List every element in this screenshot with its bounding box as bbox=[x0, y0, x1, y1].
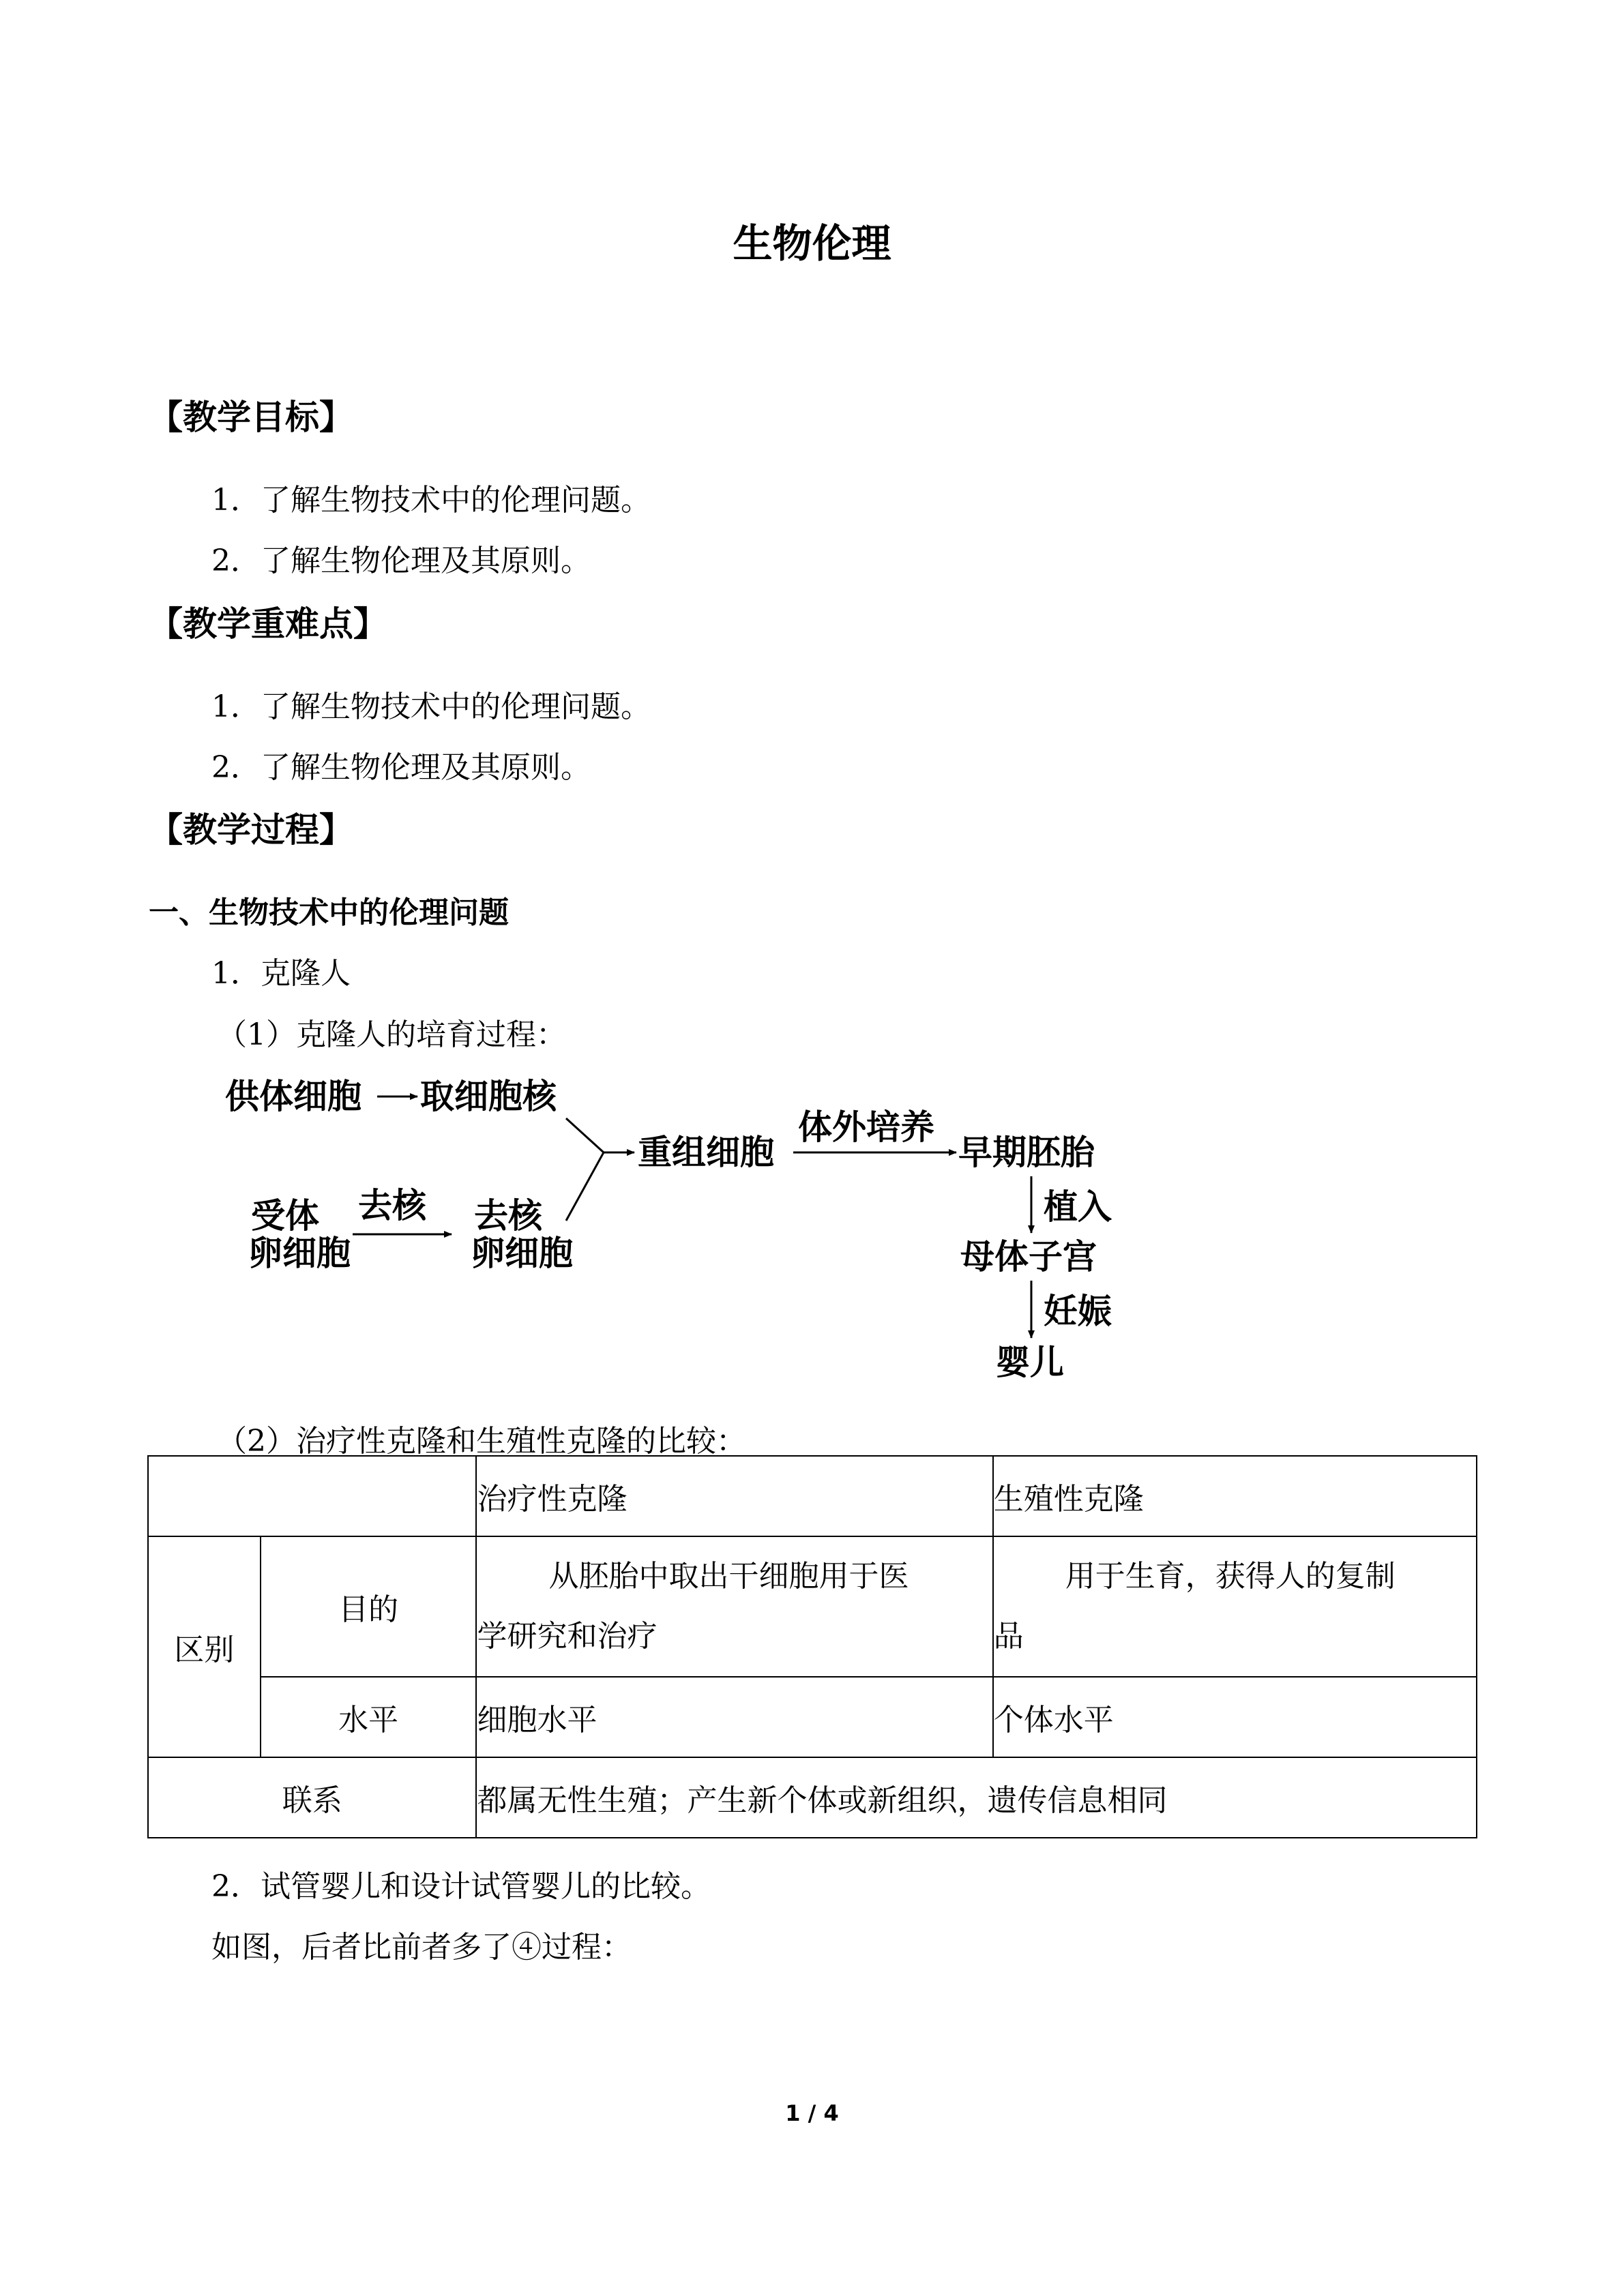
row-label-level: 水平 bbox=[261, 1677, 477, 1757]
part-heading-1: 一、生物技术中的伦理问题 bbox=[149, 895, 509, 930]
uterus-label: 母体子宫 bbox=[960, 1237, 1097, 1277]
purpose-therapeutic-cell bbox=[476, 1536, 992, 1677]
key-item-1: 1．了解生物技术中的伦理问题。 bbox=[211, 689, 651, 724]
goal-item-2: 2．了解生物伦理及其原则。 bbox=[211, 543, 591, 578]
row-label-relation: 联系 bbox=[148, 1757, 476, 1838]
purpose-reproductive-cell bbox=[993, 1536, 1477, 1677]
take-nucleus-label: 取细胞核 bbox=[420, 1077, 557, 1116]
ivf-description: 如图，后者比前者多了④过程： bbox=[211, 1930, 632, 1965]
recipient-label-1: 受体 bbox=[251, 1196, 319, 1236]
item-ivf-comparison: 2．试管婴儿和设计试管婴儿的比较。 bbox=[211, 1869, 711, 1904]
enucleated-label-1: 去核 bbox=[474, 1196, 542, 1236]
pregnancy-step-label: 妊娠 bbox=[1044, 1292, 1112, 1331]
donor-cell-label: 供体细胞 bbox=[225, 1077, 361, 1116]
recipient-label-2: 卵细胞 bbox=[248, 1234, 351, 1273]
merge-bracket bbox=[566, 1118, 604, 1221]
section-key-points: 【教学重难点】 bbox=[149, 603, 387, 644]
purpose-reproductive-line-2: 品 bbox=[993, 1619, 1024, 1654]
item-cloning-process: （1）克隆人的培育过程： bbox=[217, 1017, 566, 1052]
purpose-reproductive-line-1: 用于生育，获得人的复制 bbox=[1065, 1559, 1396, 1594]
table-row bbox=[148, 1757, 1477, 1838]
item-cloning-human: 1．克隆人 bbox=[211, 956, 351, 991]
culture-step-label: 体外培养 bbox=[798, 1107, 934, 1147]
enucleated-label-2: 卵细胞 bbox=[471, 1234, 573, 1273]
row-label-difference: 区别 bbox=[148, 1536, 261, 1757]
goal-item-1: 1．了解生物技术中的伦理问题。 bbox=[211, 483, 651, 518]
purpose-therapeutic-line-1: 从胚胎中取出干细胞用于医 bbox=[548, 1559, 909, 1594]
table-row bbox=[148, 1456, 1477, 1536]
purpose-therapeutic-line-2: 学研究和治疗 bbox=[477, 1619, 658, 1654]
item-cloning-comparison: （2）治疗性克隆和生殖性克隆的比较： bbox=[217, 1424, 746, 1459]
key-item-2: 2．了解生物伦理及其原则。 bbox=[211, 750, 591, 785]
enucleate-step-label: 去核 bbox=[358, 1186, 426, 1225]
implant-step-label: 植入 bbox=[1044, 1187, 1112, 1227]
level-reproductive: 个体水平 bbox=[993, 1677, 1477, 1757]
relation-text: 都属无性生殖；产生新个体或新组织，遗传信息相同 bbox=[476, 1757, 1477, 1838]
section-teaching-process: 【教学过程】 bbox=[149, 809, 353, 850]
table-row bbox=[148, 1536, 1477, 1677]
baby-label: 婴儿 bbox=[996, 1343, 1064, 1382]
section-teaching-goals: 【教学目标】 bbox=[149, 397, 353, 437]
page-title: 生物伦理 bbox=[733, 220, 891, 267]
row-label-purpose: 目的 bbox=[261, 1536, 477, 1677]
header-reproductive: 生殖性克隆 bbox=[993, 1456, 1477, 1536]
table-row bbox=[148, 1677, 1477, 1757]
early-embryo-label: 早期胚胎 bbox=[958, 1133, 1095, 1172]
recombined-cell-label: 重组细胞 bbox=[638, 1133, 774, 1172]
table-corner-cell bbox=[148, 1456, 476, 1536]
level-therapeutic: 细胞水平 bbox=[476, 1677, 992, 1757]
page-number: 1 / 4 bbox=[785, 2100, 839, 2126]
cloning-comparison-table bbox=[147, 1455, 1477, 1838]
header-therapeutic: 治疗性克隆 bbox=[476, 1456, 992, 1536]
